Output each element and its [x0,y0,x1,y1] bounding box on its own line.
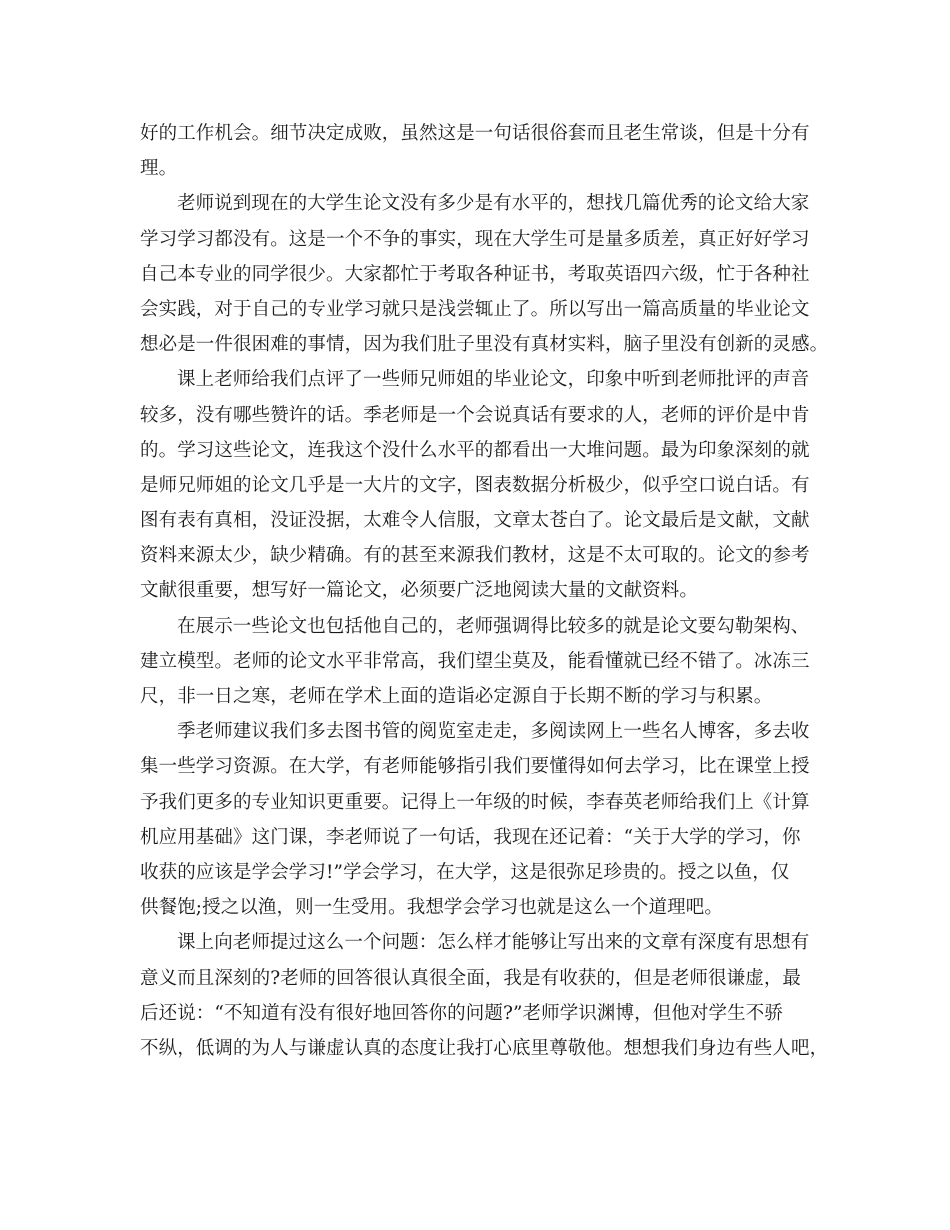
text-line: 意义而且深刻的?老师的回答很认真很全面，我是有收获的，但是老师很谦虚，最 [140,967,802,989]
paragraph-first-line: 在展示一些论文也包括他自己的，老师强调得比较多的就是论文要勾勒架构、 [177,615,810,637]
text-line: 图有表有真相，没证没据，太难令人信服，文章太苍白了。论文最后是文献，文献 [140,510,810,532]
text-line: 好的工作机会。细节决定成败，虽然这是一句话很俗套而且老生常谈，但是十分有 [140,123,810,144]
text-line: 想必是一件很困难的事情，因为我们肚子里没有真材实料，脑子里没有创新的灵感。 [140,334,829,356]
text-line: 集一些学习资源。在大学，有老师能够指引我们要懂得如何去学习，比在课堂上授 [140,756,810,778]
text-line: 是师兄师姐的论文几乎是一大片的文字，图表数据分析极少，似乎空口说白话。有 [140,474,810,496]
text-line: 会实践，对于自己的专业学习就只是浅尝辄止了。所以写出一篇高质量的毕业论文 [140,298,810,320]
paragraph-first-line: 季老师建议我们多去图书管的阅览室走走，多阅读网上一些名人博客，多去收 [177,721,810,743]
text-line: 后还说：“不知道有没有很好地回答你的问题?”老师学识渊博，但他对学生不骄 [140,1002,783,1024]
text-line: 供餐饱;授之以渔，则一生受用。我想学会学习也就是这么一个道理吧。 [140,897,723,919]
paragraph-first-line: 课上老师给我们点评了一些师兄师姐的毕业论文，印象中听到老师批评的声音 [177,369,810,391]
text-line: 较多，没有哪些赞许的话。季老师是一个会说真话有要求的人，老师的评价是中肯 [140,404,810,426]
text-line: 理。 [140,158,178,180]
paragraph-first-line: 老师说到现在的大学生论文没有多少是有水平的，想找几篇优秀的论文给大家 [177,193,810,215]
text-line: 不纵，低调的为人与谦虚认真的态度让我打心底里尊敬他。想想我们身边有些人吧， [140,1037,829,1059]
text-line: 资料来源太少，缺少精确。有的甚至来源我们教材，这是不太可取的。论文的参考 [140,545,810,567]
text-line: 予我们更多的专业知识更重要。记得上一年级的时候，李春英老师给我们上《计算 [140,791,810,813]
text-line: 建立模型。老师的论文水平非常高，我们望尘莫及，能看懂就已经不错了。冰冻三 [140,650,810,672]
text-line: 的。学习这些论文，连我这个没什么水平的都看出一大堆问题。最为印象深刻的就 [140,439,810,461]
text-line: 自己本专业的同学很少。大家都忙于考取各种证书，考取英语四六级，忙于各种社 [140,263,810,285]
document-body [140,116,830,1066]
text-line: 收获的应该是学会学习!”学会学习，在大学，这是很弥足珍贵的。授之以鱼，仅 [140,861,790,883]
paragraph-first-line: 课上向老师提过这么一个问题：怎么样才能够让写出来的文章有深度有思想有 [177,932,810,954]
text-line: 机应用基础》这门课，李老师说了一句话，我现在还记着：“关于大学的学习，你 [140,826,801,848]
text-line: 文献很重要，想写好一篇论文，必须要广泛地阅读大量的文献资料。 [140,580,699,602]
text-line: 学习学习都没有。这是一个不争的事实，现在大学生可是量多质差，真正好好学习 [140,228,810,250]
text-line: 尺，非一日之寒，老师在学术上面的造诣必定源自于长期不断的学习与积累。 [140,686,773,707]
